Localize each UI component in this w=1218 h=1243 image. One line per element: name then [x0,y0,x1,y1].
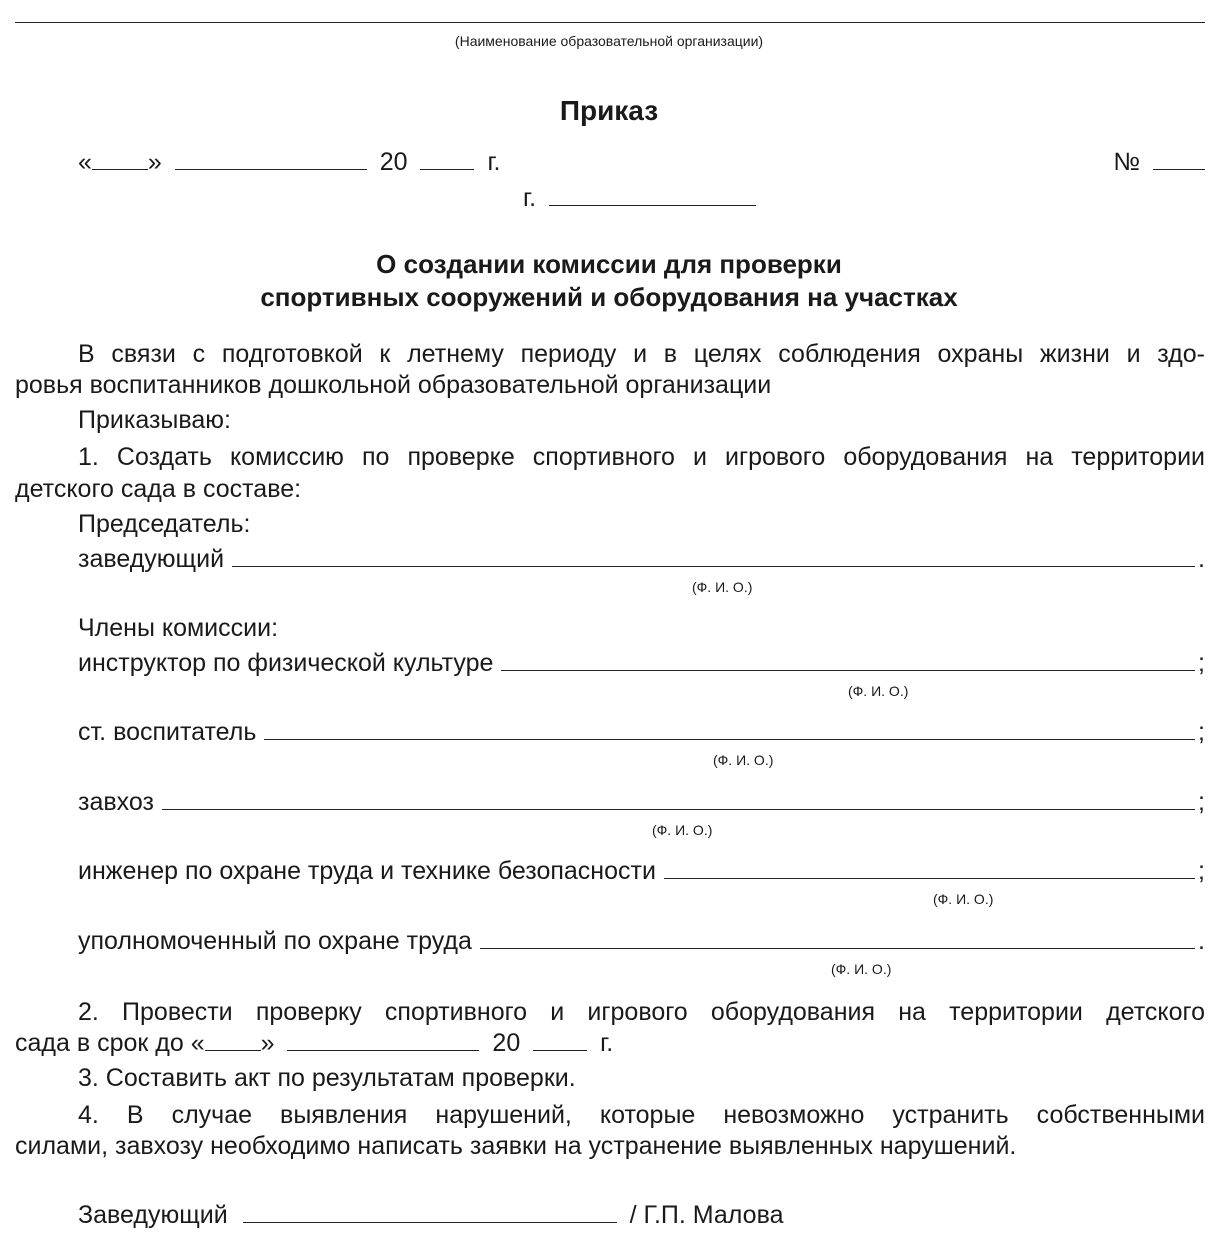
year-blank [420,151,474,170]
deadline-year-blank [533,1032,587,1051]
signature-blank [243,1204,617,1223]
item2-prefix: сада в срок до « [15,1029,205,1057]
item2-close-quote: » [260,1029,275,1057]
item2-suffix: г. [600,1029,614,1057]
heading-line-2: спортивных сооружений и оборудования на участках [260,282,958,312]
row-label: ст. воспитатель [78,718,257,746]
fio-caption: (Ф. И. О.) [848,683,909,699]
document-title: Приказ [559,95,659,126]
signature-line [78,1201,783,1230]
year-suffix: г. [487,148,501,176]
heading-line-1: О создании комиссии для проверки [376,249,842,279]
month-blank [175,151,367,170]
fio-caption: (Ф. И. О.) [933,891,994,907]
item3: 3. Составить акт по результатам проверки. [78,1064,576,1092]
deadline-month-blank [287,1032,479,1051]
item2-line-2 [15,1029,613,1058]
row-end: ; [1198,718,1205,746]
fio-blank [264,719,1195,740]
chairman-label: Председатель: [78,510,251,538]
item2-line-1: 2. Провести проверку спортивного и игрового оборудования на территории детского [78,998,1205,1026]
signatory-name: / Г.П. Малова [629,1201,784,1229]
commission-row-safety-engineer [78,857,1205,886]
row-label: заведующий [78,545,225,573]
commission-row-labor-officer [78,927,1205,956]
commission-row-supply-manager [78,788,1205,817]
item2-year: 20 [492,1029,521,1057]
commission-row-head [78,545,1205,574]
city-prefix: г. [523,184,537,212]
row-end: . [1198,927,1205,955]
row-end: ; [1198,857,1205,885]
row-end: ; [1198,649,1205,677]
year-prefix: 20 [379,148,408,176]
order-heading [0,248,1218,314]
fio-blank [480,928,1195,949]
fio-caption: (Ф. И. О.) [692,579,753,595]
day-blank [92,151,148,170]
org-name-caption: (Наименование образовательной организации) [454,33,764,49]
fio-caption: (Ф. И. О.) [652,822,713,838]
fio-caption: (Ф. И. О.) [713,752,774,768]
number-label: № [1113,148,1141,176]
intro-line-2: ровья воспитанников дошкольной образовательной организации [15,371,772,399]
city-blank [549,187,756,206]
row-label: инженер по охране труда и технике безопасности [78,857,656,885]
date-open-quote: « [78,148,92,176]
order-number [1113,148,1205,177]
row-label: инструктор по физической культуре [78,649,494,677]
date-close-quote: » [147,148,162,176]
city-line [523,184,756,213]
fio-blank [162,789,1195,810]
members-label: Члены комиссии: [78,614,279,642]
fio-blank [232,546,1195,567]
intro-line-1: В связи с подготовкой к летнему периоду и в целях соблюдения охраны жизни и здо- [78,340,1205,368]
item1-line-2: детского сада в составе: [15,475,302,503]
deadline-day-blank [205,1032,261,1051]
fio-blank [501,650,1195,671]
commission-row-senior-teacher [78,718,1205,747]
row-end: ; [1198,788,1205,816]
row-end: . [1198,545,1205,573]
order-word: Приказываю: [78,406,231,434]
number-blank [1153,151,1205,170]
fio-caption: (Ф. И. О.) [831,961,892,977]
fio-blank [664,858,1195,879]
item1-line-1: 1. Создать комиссию по проверке спортивного и игрового оборудования на территории [78,443,1205,471]
signature-label: Заведующий [78,1201,228,1229]
row-label: завхоз [78,788,154,816]
row-label: уполномоченный по охране труда [78,927,472,955]
item4-line-2: силами, завхозу необходимо написать заявки на устранение выявленных нарушений. [15,1132,1017,1160]
date-line [78,148,500,177]
org-name-line [15,22,1205,23]
item4-line-1: 4. В случае выявления нарушений, которые невозможно устранить собственными [78,1101,1205,1129]
commission-row-pe-instructor [78,649,1205,678]
